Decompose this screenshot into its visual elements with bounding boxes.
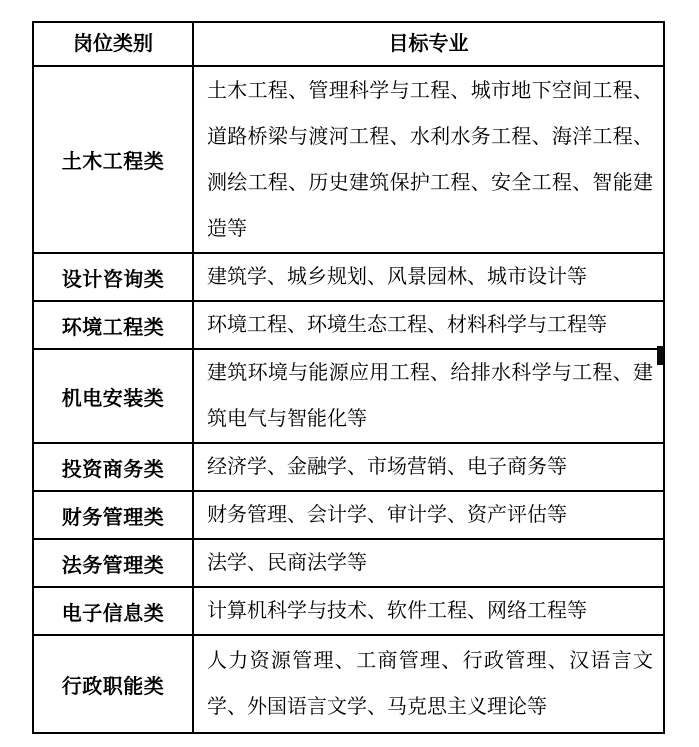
table-row: [33, 66, 664, 253]
table-row: [33, 491, 664, 539]
category-cell: 环境工程类: [33, 301, 193, 349]
majors-cell: 法学、民商法学等: [193, 539, 664, 587]
category-cell: 电子信息类: [33, 587, 193, 635]
table-header-row: [33, 22, 664, 66]
majors-cell: 财务管理、会计学、审计学、资产评估等: [193, 491, 664, 539]
category-cell: 土木工程类: [33, 66, 193, 253]
table-row: [33, 301, 664, 349]
majors-cell: 经济学、金融学、市场营销、电子商务等: [193, 443, 664, 491]
category-cell: 法务管理类: [33, 539, 193, 587]
header-cell-majors: 目标专业: [193, 22, 664, 66]
majors-cell: 环境工程、环境生态工程、材料科学与工程等: [193, 301, 664, 349]
table-row: [33, 635, 664, 733]
table-row: [33, 587, 664, 635]
job-category-table: [32, 21, 665, 734]
table-row: [33, 443, 664, 491]
majors-cell: 建筑环境与能源应用工程、给排水科学与工程、建筑电气与智能化等: [193, 349, 664, 443]
category-cell: 财务管理类: [33, 491, 193, 539]
category-cell: 行政职能类: [33, 635, 193, 733]
majors-cell: 计算机科学与技术、软件工程、网络工程等: [193, 587, 664, 635]
category-cell: 设计咨询类: [33, 253, 193, 301]
category-cell: 投资商务类: [33, 443, 193, 491]
header-cell-category: 岗位类别: [33, 22, 193, 66]
right-border-mark: [657, 346, 663, 365]
majors-cell: 建筑学、城乡规划、风景园林、城市设计等: [193, 253, 664, 301]
majors-cell: 人力资源管理、工商管理、行政管理、汉语言文学、外国语言文学、马克思主义理论等: [193, 635, 664, 733]
majors-cell: 土木工程、管理科学与工程、城市地下空间工程、道路桥梁与渡河工程、水利水务工程、海洋工程、测绘工程、历史建筑保护工程、安全工程、智能建造等: [193, 66, 664, 253]
table-row: [33, 349, 664, 443]
table-row: [33, 539, 664, 587]
category-cell: 机电安装类: [33, 349, 193, 443]
table-row: [33, 253, 664, 301]
